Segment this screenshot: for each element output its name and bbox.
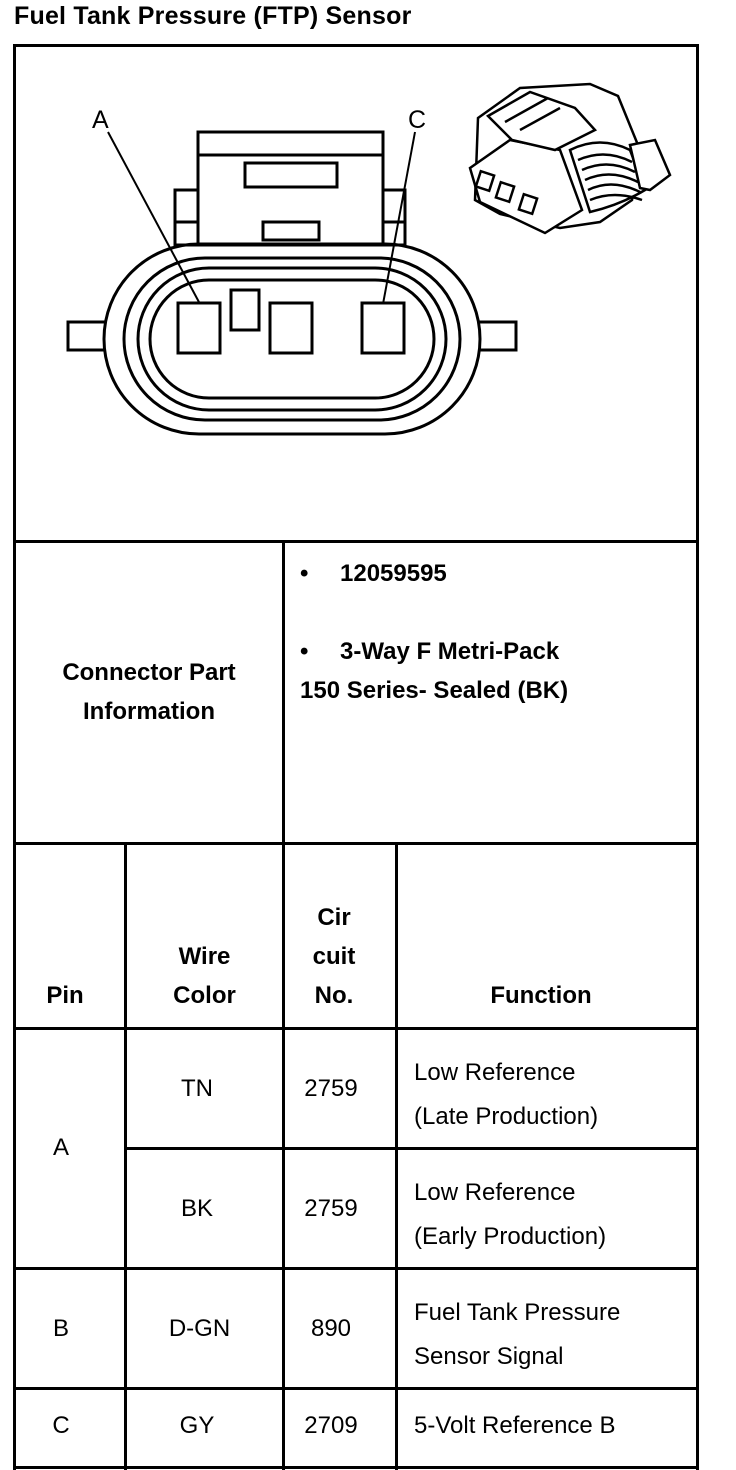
circuit-cell: 2759 [304,1195,358,1222]
connector-info-label [16,653,282,731]
circuit-cell: 2759 [304,1075,358,1102]
header-circuit [285,898,383,1015]
wire-color-cell: TN [181,1075,213,1102]
connector-desc-line2: 150 Series- Sealed (BK) [300,677,569,704]
connector-diagram [0,0,736,540]
pin-b-cell: B [52,1315,69,1342]
function-column-divider [395,842,398,1470]
function-cell [414,1291,620,1379]
connector-right-tab [478,322,516,350]
page-title: Fuel Tank Pressure (FTP) Sensor [14,2,412,30]
connector-info-label-line2: Information [83,698,215,725]
function-line2: Sensor Signal [414,1343,564,1370]
header-wire-color-line1: Wire [178,943,231,970]
info-column-divider [282,540,285,844]
wire-color-cell: D-GN [168,1315,231,1342]
pin-c-cell: C [52,1412,70,1439]
function-line1: Low Reference [414,1059,576,1086]
part-number: 12059595 [340,560,447,587]
info-bottom-divider [13,842,699,845]
connector-desc-bullet: • [300,638,309,665]
row-b-bottom-divider [13,1387,699,1390]
circuit-cell: 2709 [304,1412,358,1439]
function-line1: Fuel Tank Pressure [414,1299,621,1326]
connector-info-label-line1: Connector Part [62,659,236,686]
part-number-bullet: • [300,560,309,587]
diagram-bottom-divider [13,540,699,543]
function-line2: (Early Production) [414,1223,607,1250]
function-line2: (Late Production) [414,1103,599,1130]
function-cell: 5-Volt Reference B [414,1412,616,1439]
header-circuit-line3: No. [314,982,354,1009]
function-cell [414,1171,606,1259]
header-pin: Pin [46,982,84,1009]
header-bottom-divider [13,1027,699,1030]
row-a-bottom-divider [13,1267,699,1270]
label-c: C [408,106,427,134]
header-circuit-line2: cuit [312,943,356,970]
pin-a-cell: A [52,1134,69,1161]
wire-color-cell: BK [180,1195,213,1222]
connector-left-tab [68,322,106,350]
row-a-split-divider [124,1147,699,1150]
header-wire-color-line2: Color [173,982,236,1009]
table-bottom-border [13,1466,699,1469]
header-function: Function [490,982,592,1009]
wire-color-cell: GY [179,1412,215,1439]
function-line1: Low Reference [414,1179,576,1206]
function-cell [414,1051,598,1139]
connector-3d-illustration [470,84,670,233]
connector-desc-line1: 3-Way F Metri-Pack [340,638,560,665]
label-a: A [92,106,109,134]
connector-lock-housing [198,132,383,252]
circuit-cell: 890 [310,1315,352,1342]
header-wire-color [127,937,282,1015]
header-circuit-line1: Cir [317,904,351,931]
